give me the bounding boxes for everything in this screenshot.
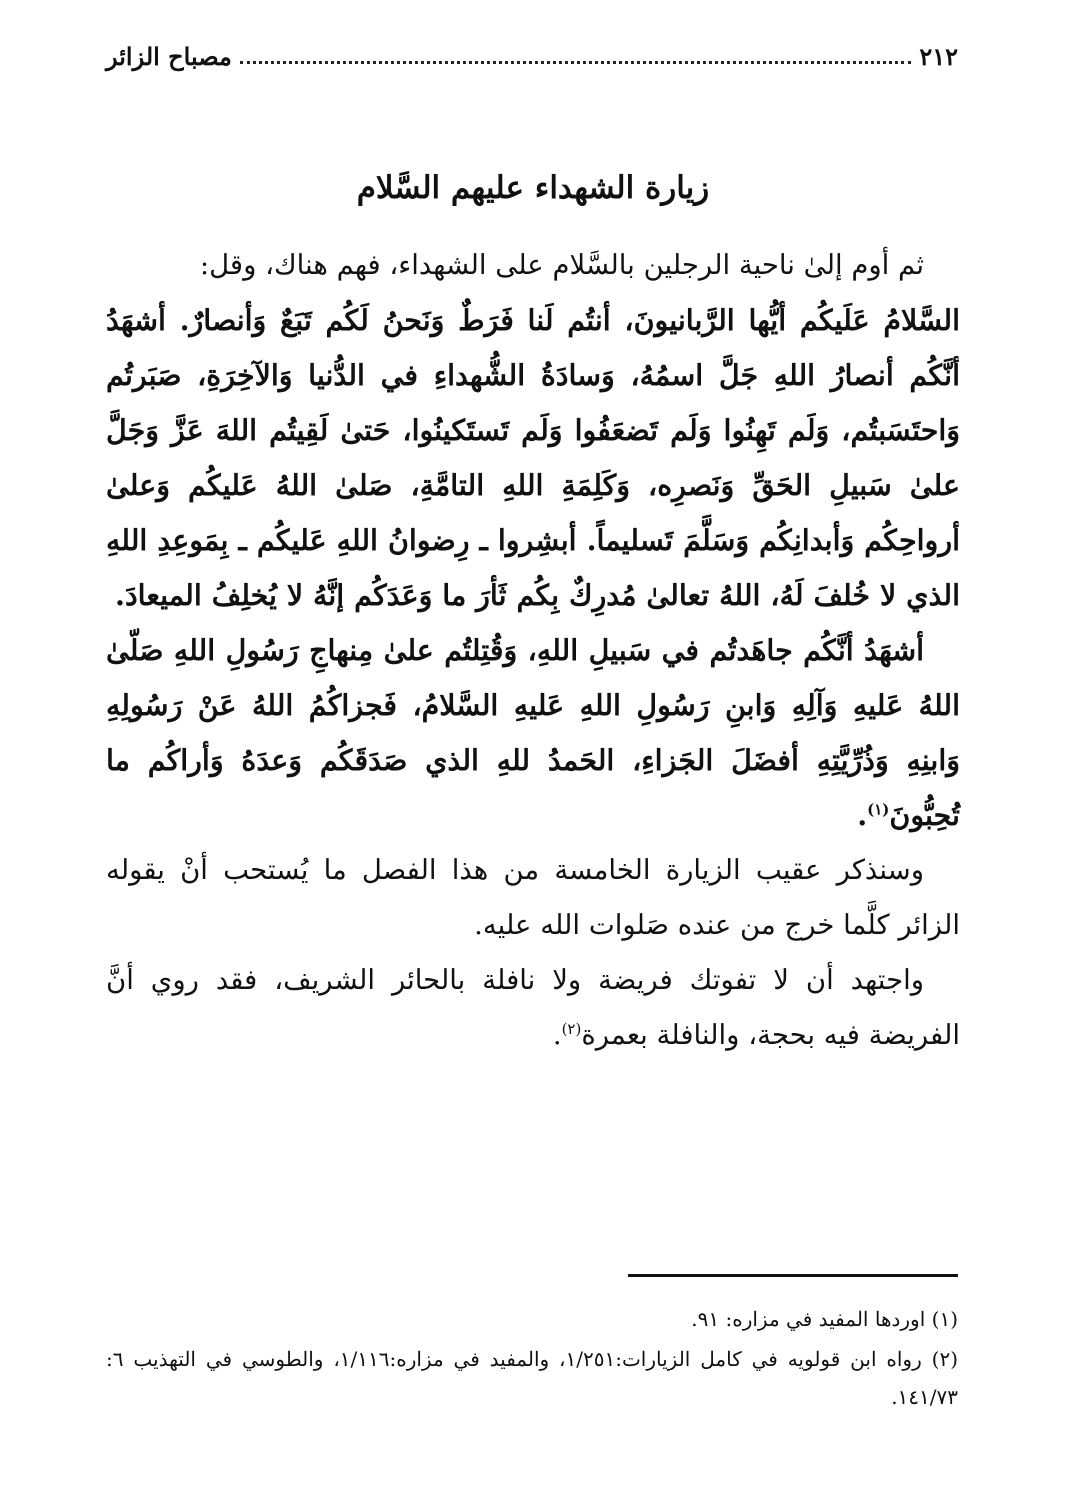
book-title: مصباح الزائر [106,41,232,71]
intro-paragraph: ثم أوم إلىٰ ناحية الرجلين بالسَّلام على الشهداء، فهم هناك، وقل: [199,249,924,281]
ziyara-paragraph-2 [106,623,960,843]
note-paragraph-2 [106,953,960,1063]
section-title: زيارة الشهداء عليهم السَّلام [356,170,710,206]
footnotes [106,1300,958,1418]
footnote-2: (٢) رواه ابن قولويه في كامل الزيارات:١/٢٥١، والمفيد في مزاره:١/١١٦، والطوسي في التهذيب ٦: ١٤١/٧٣. [106,1347,958,1409]
note-paragraph-2-end: . [552,1019,562,1051]
dotted-leader [240,61,911,64]
footnote-ref-2[interactable]: (٢) [561,1019,582,1038]
footnote-1: (١) اوردها المفيد في مزاره: ٩١. [691,1307,958,1331]
ziyara-paragraph-1: السَّلامُ عَلَيكُم أيُّها الرَّبانيونَ، أنتُم لَنا فَرَطٌ وَنَحنُ لَكُم تَبَعٌ وَأنصارٌ. أشهَدُ أنَّكُم أنصارُ اللهِ جَلَّ اسمُهُ، وَسادَةُ الشُّهداءِ في الدُّنيا وَالآخِرَةِ، صَبَرتُم وَاحتَسَبتُم، وَلَم تَهِنُوا وَلَم تَضعَفُوا وَلَم تَستَكينُوا، حَتىٰ لَقِيتُم اللهَ عَزَّ وَجَلَّ علىٰ سَبيلِ الحَقِّ وَنَصرِه، وَكَلِمَةِ اللهِ التامَّةِ، صَلىٰ اللهُ عَليكُم وَعلىٰ أرواحِكُم وَأبدانِكُم وَسَلَّمَ تَسليماً. أبشِروا ـ رِضوانُ اللهِ عَليكُم ـ بِمَوعِدِ اللهِ الذي لا خُلفَ لَهُ، اللهُ تعالىٰ مُدرِكٌ بِكُم ثَأرَ ما وَعَدَكُم إنَّهُ لا يُخلِفُ الميعادَ. [106,303,960,612]
footnote-ref-1[interactable]: (١) [867,800,890,819]
note-paragraph-2-text: واجتهد أن لا تفوتك فريضة ولا نافلة بالحائر الشريف، فقد روي أنَّ الفريضة فيه بحجة، والنافلة بعمرة [106,964,960,1051]
ziyara-paragraph-2-text: أشهَدُ أنَّكُم جاهَدتُم في سَبيلِ اللهِ، وَقُتِلتُم علىٰ مِنهاجِ رَسُولِ اللهِ صَلّىٰ اللهُ عَليهِ وَآلِهِ وَابنِ رَسُولِ اللهِ عَليهِ السَّلامُ، فَجزاكُمُ اللهُ عَنْ رَسُولِهِ وَابنِهِ وَذُرِّيَّتِهِ أفضَلَ الجَزاءِ، الحَمدُ للهِ الذي صَدَقَكُم وَعدَهُ وَأراكُم ما تُحِبُّونَ [106,633,960,832]
note-paragraph-1: وسنذكر عقيب الزيارة الخامسة من هذا الفصل ما يُستحب أنْ يقوله الزائر كلَّما خرج من عنده صَلوات الله عليه. [106,854,960,941]
ziyara-paragraph-2-end: . [857,798,868,832]
footnote-divider [628,1274,958,1277]
running-header [106,36,958,76]
main-text [106,160,960,1063]
page-number: ٢١٢ [919,41,958,71]
